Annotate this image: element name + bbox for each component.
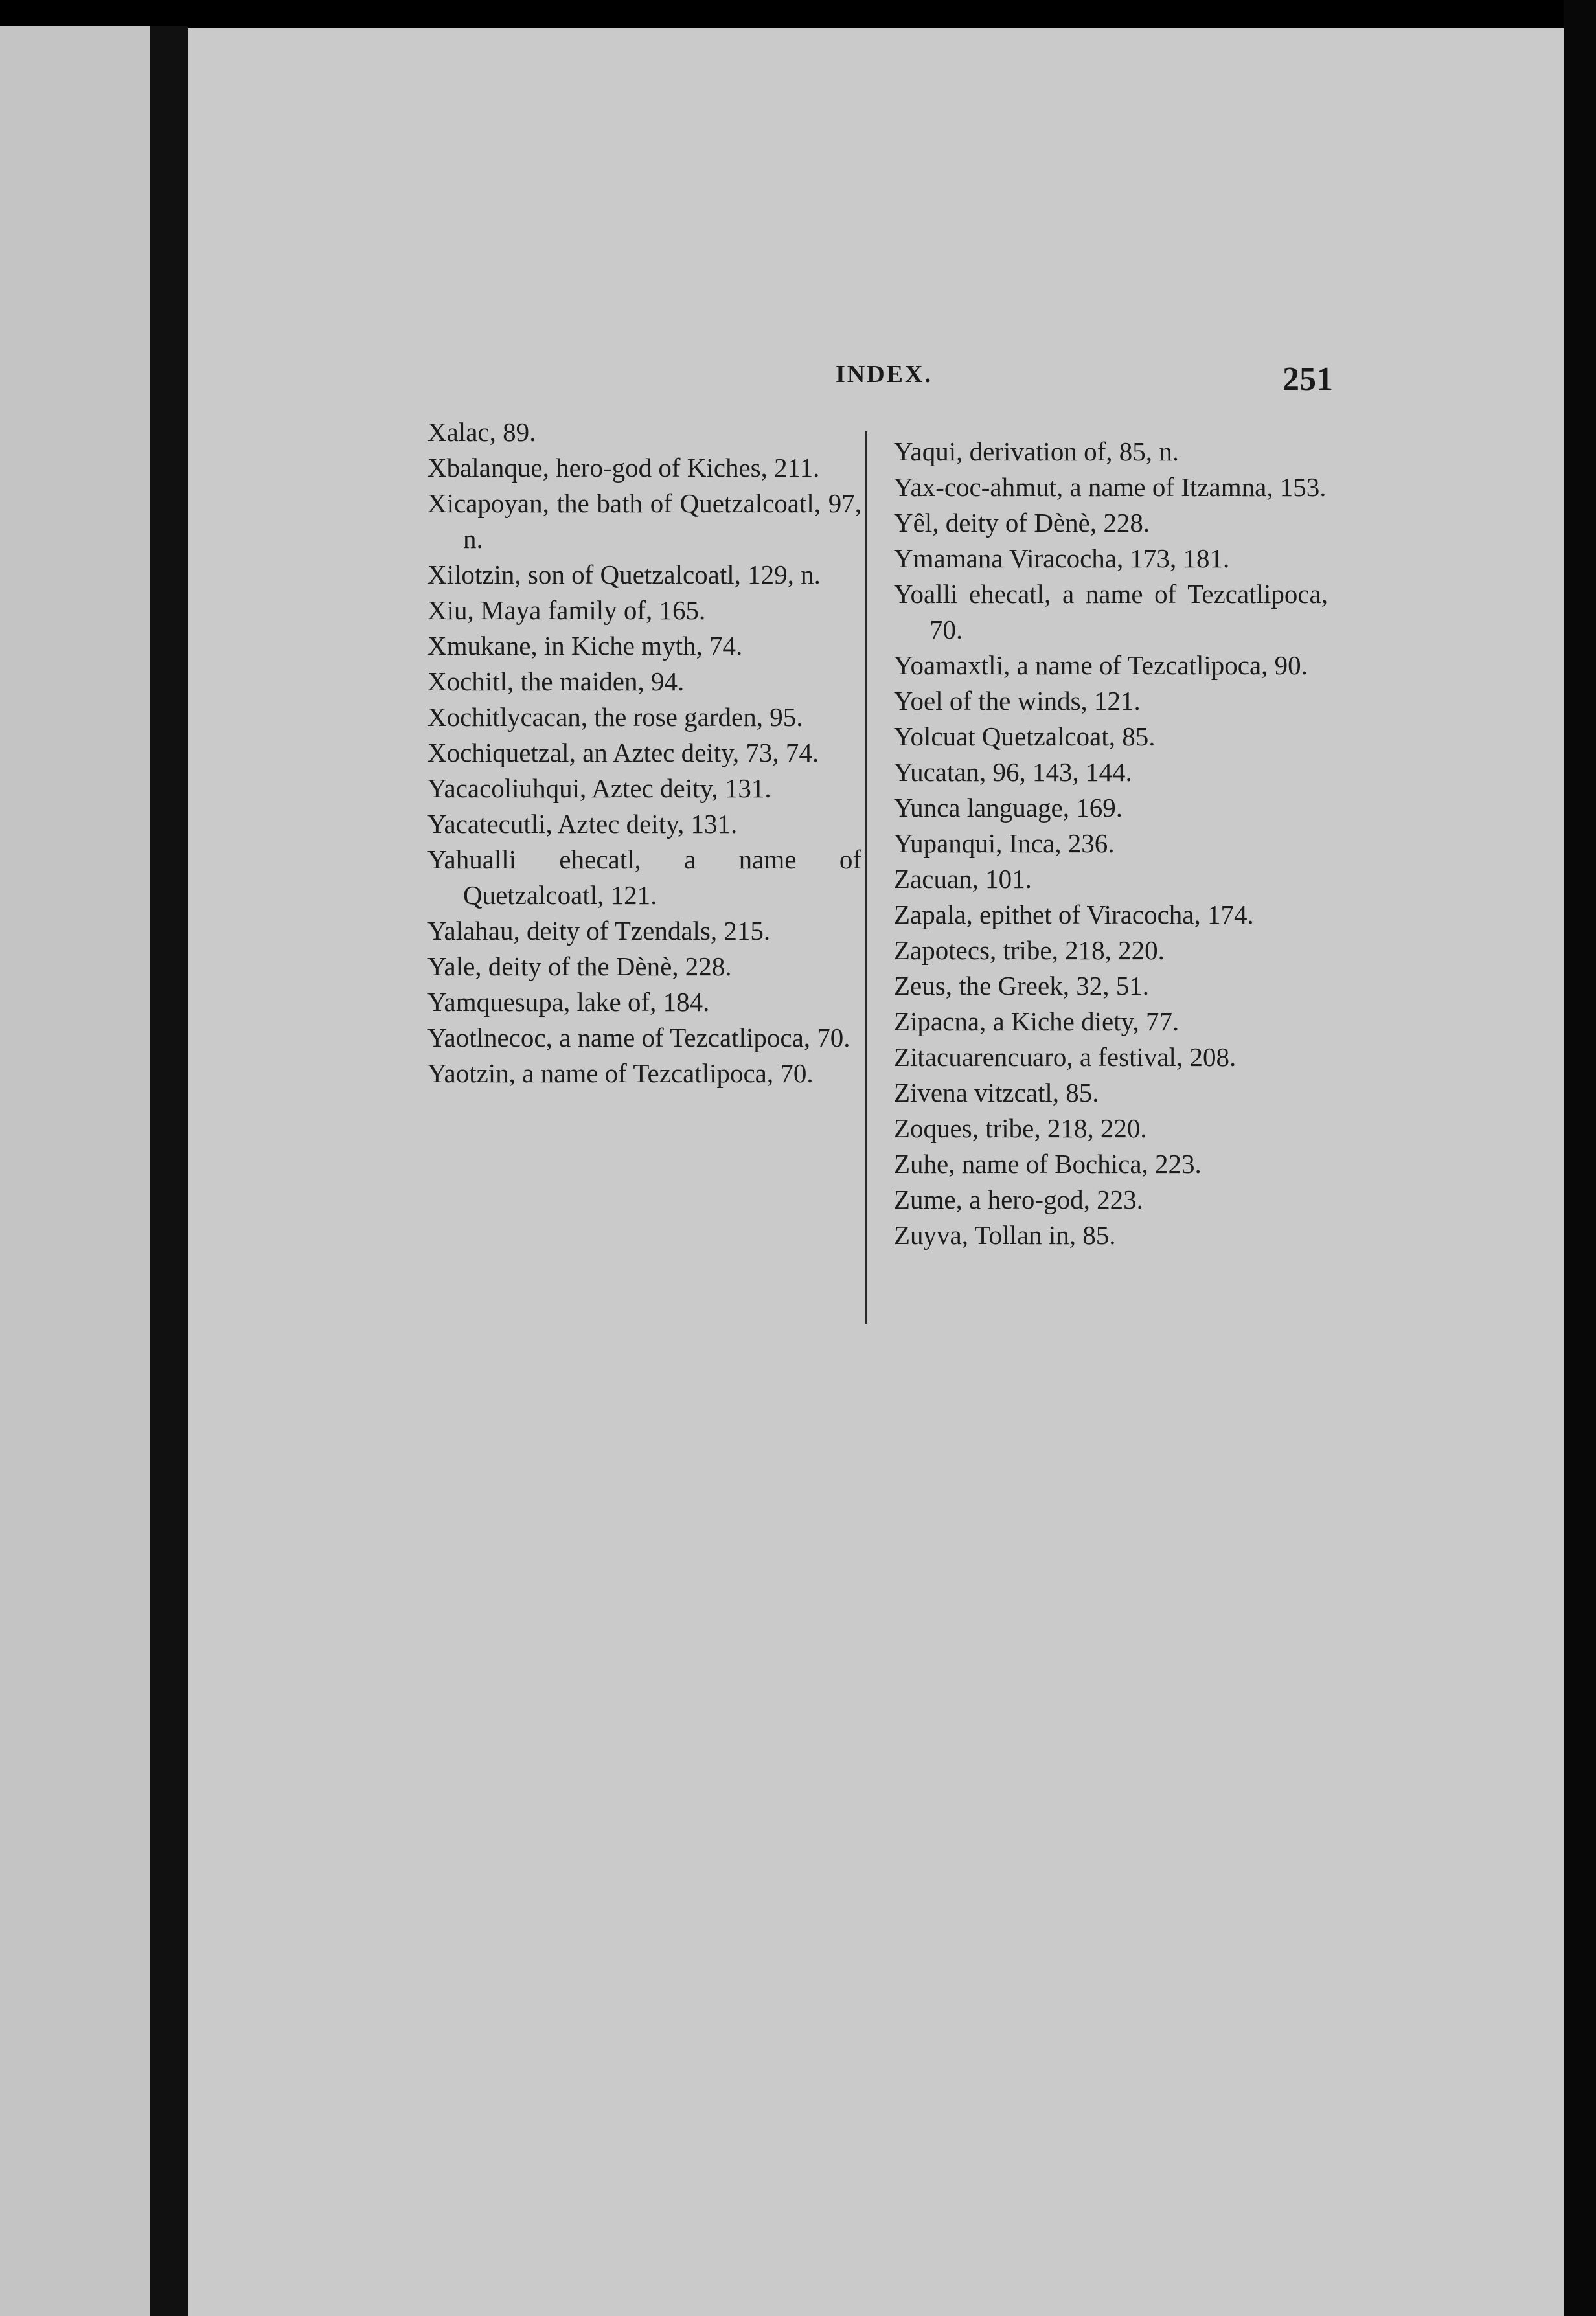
index-entry: Yolcuat Quetzalcoat, 85.	[894, 721, 1156, 751]
index-entry: Yahualli ehecatl, a name of Quetzalcoatl, 121.	[428, 845, 861, 910]
index-entry: Zivena vitzcatl, 85.	[894, 1078, 1099, 1107]
index-entry: Xmukane, in Kiche myth, 74.	[428, 631, 743, 661]
index-entry: Yax-coc-ahmut, a name of Itzamna, 153.	[894, 472, 1327, 502]
index-entry: Xilotzin, son of Quetzalcoatl, 129, n.	[428, 560, 821, 589]
index-entry: Zacuan, 101.	[894, 864, 1032, 894]
index-entry: Zeus, the Greek, 32, 51.	[894, 971, 1149, 1001]
index-entry: Yacatecutli, Aztec deity, 131.	[428, 809, 738, 839]
index-entry: Xalac, 89.	[428, 417, 536, 447]
index-column-left	[428, 414, 861, 1091]
index-entry: Xbalanque, hero-god of Kiches, 211.	[428, 453, 820, 482]
index-entry: Yêl, deity of Dènè, 228.	[894, 508, 1150, 538]
index-entry: Yacacoliuhqui, Aztec deity, 131.	[428, 773, 771, 803]
column-divider	[865, 431, 867, 1324]
index-entry: Yaotlnecoc, a name of Tezcatlipoca, 70.	[428, 1023, 850, 1052]
page-header-title: INDEX.	[836, 361, 933, 388]
index-entry: Ymamana Viracocha, 173, 181.	[894, 543, 1230, 573]
index-entry: Yale, deity of the Dènè, 228.	[428, 951, 732, 981]
index-entry: Yoalli ehecatl, a name of Tezcatlipoca, 70.	[894, 579, 1328, 644]
index-entry: Yalahau, deity of Tzendals, 215.	[428, 916, 771, 946]
index-entry: Zuyva, Tollan in, 85.	[894, 1220, 1116, 1250]
index-entry: Zapotecs, tribe, 218, 220.	[894, 935, 1165, 965]
index-entry: Yoel of the winds, 121.	[894, 686, 1141, 716]
index-entry: Zuhe, name of Bochica, 223.	[894, 1149, 1202, 1179]
facing-page-edge	[0, 26, 150, 2316]
index-entry: Yucatan, 96, 143, 144.	[894, 757, 1132, 787]
index-entry: Zapala, epithet of Viracocha, 174.	[894, 900, 1254, 929]
index-entry: Zipacna, a Kiche diety, 77.	[894, 1006, 1180, 1036]
index-entry: Yaotzin, a name of Tezcatlipoca, 70.	[428, 1058, 814, 1088]
index-column-right	[894, 434, 1328, 1253]
page-number: 251	[1282, 361, 1333, 398]
index-entry: Xochiquetzal, an Aztec deity, 73, 74.	[428, 738, 819, 767]
index-entry: Xicapoyan, the bath of Quetzalcoatl, 97, n.	[428, 488, 861, 554]
scan-border	[1564, 0, 1596, 2316]
index-entry: Xochitl, the maiden, 94.	[428, 666, 685, 696]
index-entry: Yunca language, 169.	[894, 793, 1123, 823]
index-entry: Zume, a hero-god, 223.	[894, 1185, 1143, 1214]
index-entry: Zitacuarencuaro, a festival, 208.	[894, 1042, 1237, 1072]
index-entry: Xiu, Maya family of, 165.	[428, 595, 706, 625]
index-entry: Xochitlycacan, the rose garden, 95.	[428, 702, 803, 732]
index-entry: Yamquesupa, lake of, 184.	[428, 987, 710, 1017]
index-entry: Yoamaxtli, a name of Tezcatlipoca, 90.	[894, 650, 1308, 680]
index-entry: Yaqui, derivation of, 85, n.	[894, 437, 1179, 466]
index-entry: Yupanqui, Inca, 236.	[894, 828, 1115, 858]
book-spine	[150, 26, 188, 2316]
index-entry: Zoques, tribe, 218, 220.	[894, 1113, 1147, 1143]
